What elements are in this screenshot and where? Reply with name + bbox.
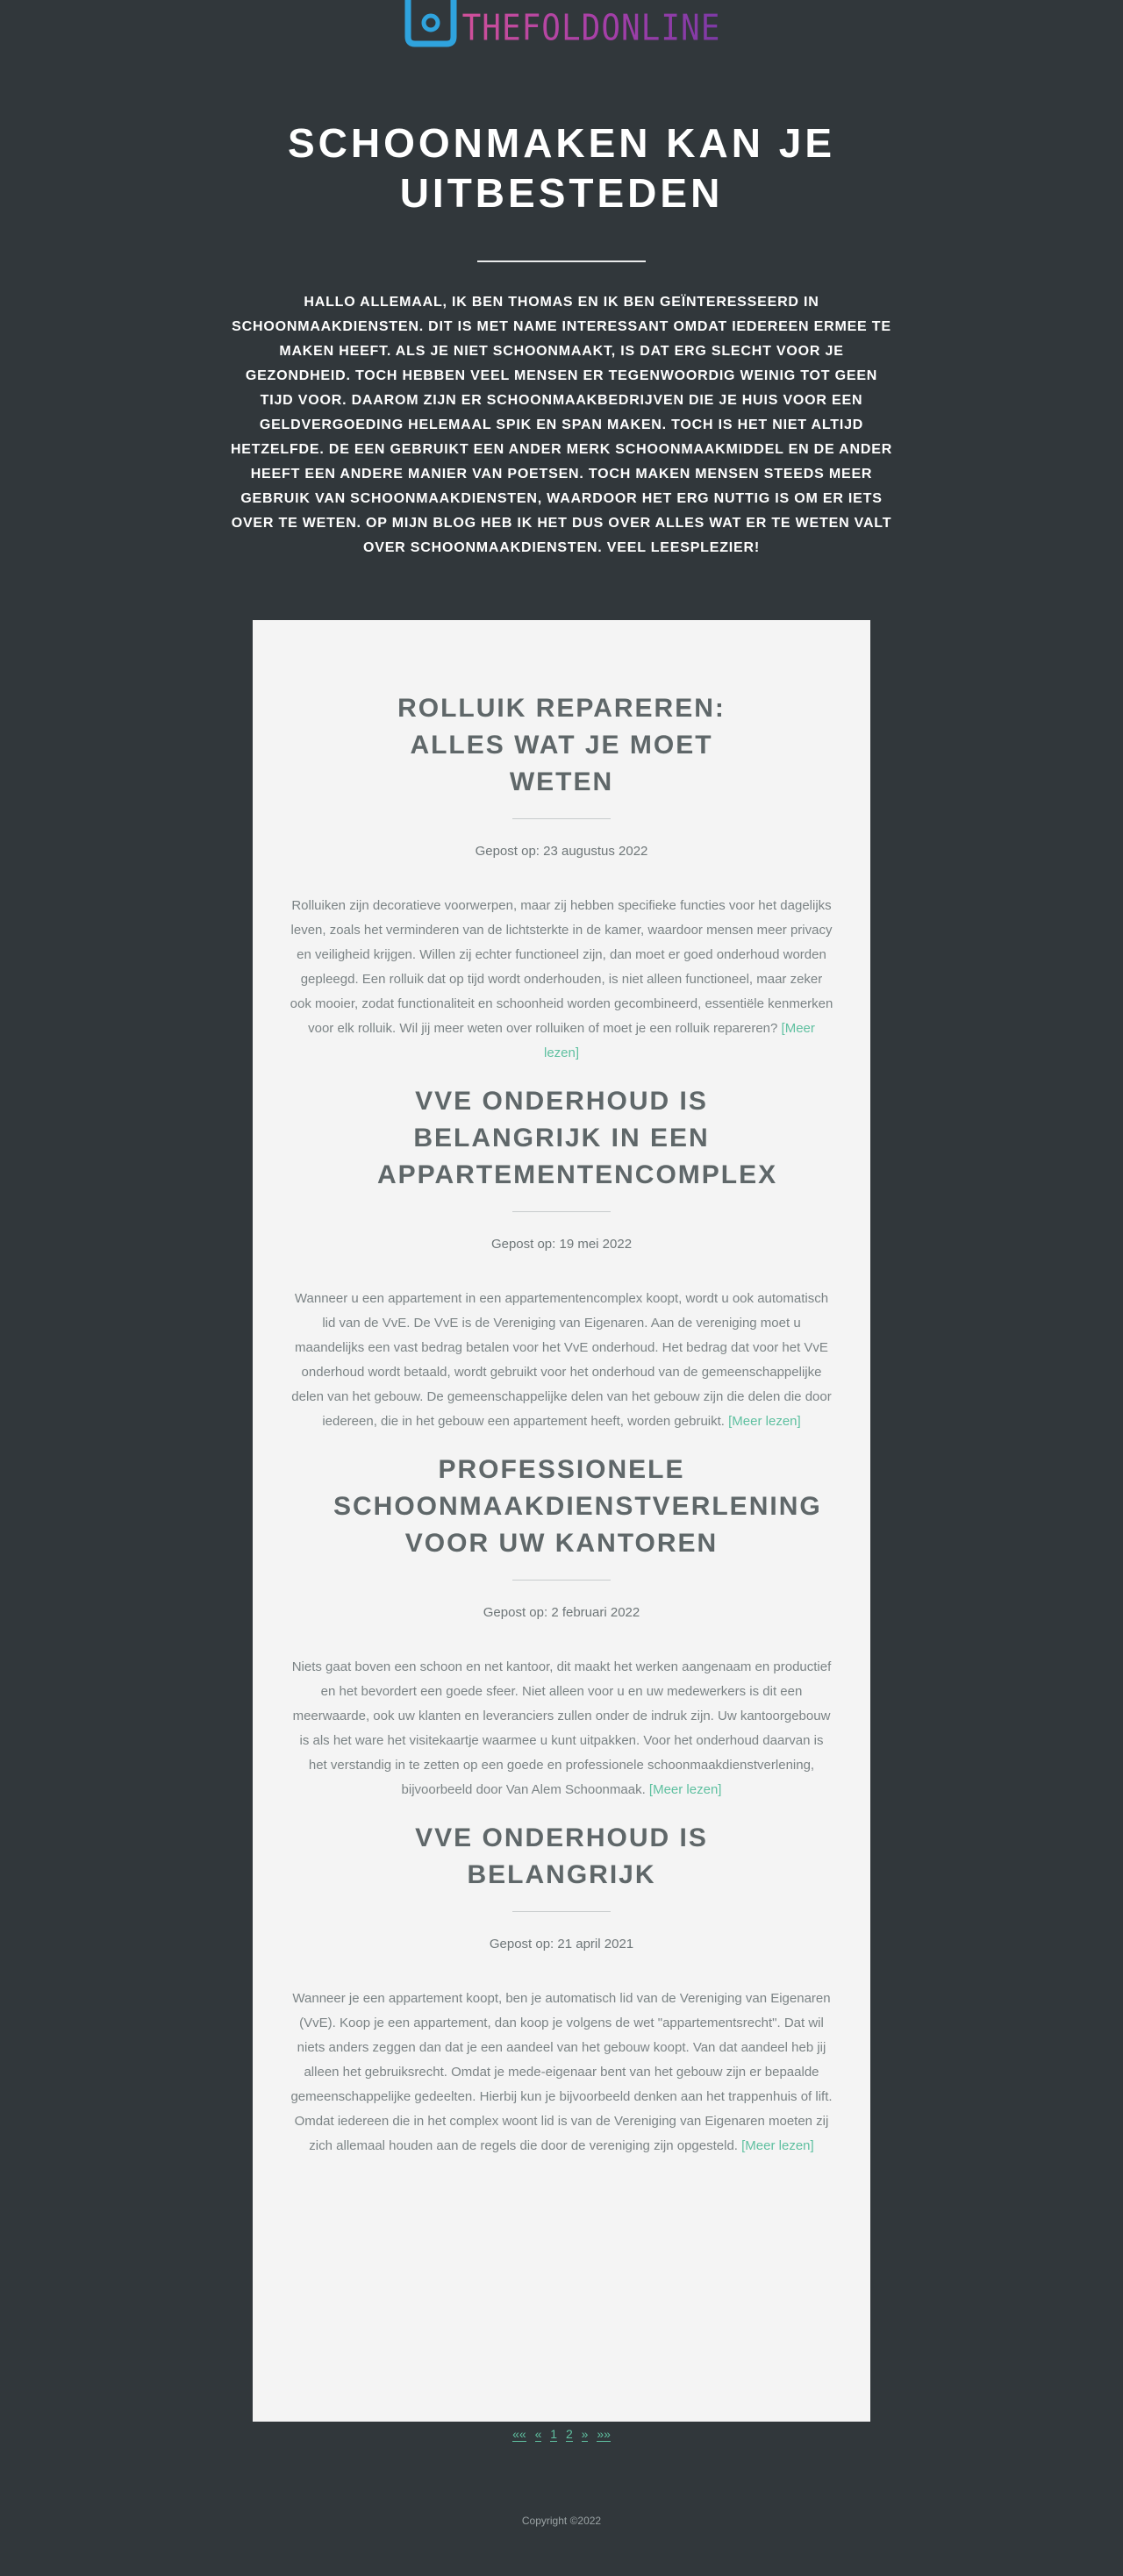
post-item xyxy=(288,1083,835,1434)
post-title[interactable]: PROFESSIONELE SCHOONMAAKDIENSTVERLENING VOOR UW KANTOREN xyxy=(333,1455,822,1558)
post-title[interactable]: VVE ONDERHOUD IS BELANGRIJK xyxy=(415,1823,708,1889)
post-item xyxy=(288,1820,835,2159)
post-excerpt xyxy=(290,1987,833,2159)
title-divider xyxy=(477,260,646,262)
intro-text: HALLO ALLEMAAL, IK BEN THOMAS EN IK BEN GEÏNTERESSEERD IN SCHOONMAAKDIENSTEN. DIT IS MET NAME INTERESSANT OMDAT IEDEREEN ERMEE TE MAKEN HEEFT. ALS JE NIET SCHOONMAAKT, IS DAT ERG SLECHT VOOR JE GEZONDHEID. TOCH HEBBEN VEEL MENSEN ER TEGENWOORDIG WEINIG TOT GEEN TIJD VOOR. DAAROM ZIJN ER SCHOONMAAKBEDRIJVEN DIE JE HUIS VOOR EEN GELDVERGOEDING HELEMAAL SPIK EN SPAN MAKEN. TOCH IS HET NIET ALTIJD HETZELFDE. DE EEN GEBRUIKT EEN ANDER MERK SCHOONMAAKMIDDEL EN DE ANDER HEEFT EEN ANDERE MANIER VAN POETSEN. TOCH MAKEN MENSEN STEEDS MEER GEBRUIK VAN SCHOONMAAKDIENSTEN, WAARDOOR HET ERG NUTTIG IS OM ER IETS OVER TE WETEN. OP MIJN BLOG HEB IK HET DUS OVER ALLES WAT ER TE WETEN VALT OVER SCHOONMAAKDIENSTEN. VEEL LEESPLEZIER! xyxy=(230,295,893,555)
read-more-link[interactable]: [Meer lezen] xyxy=(648,1782,722,1797)
prev-page-link[interactable]: « xyxy=(534,2427,542,2441)
post-divider xyxy=(512,818,611,819)
hero-section xyxy=(0,61,1123,560)
post-date: Gepost op: 2 februari 2022 xyxy=(483,1605,640,1620)
post-date: Gepost op: 19 mei 2022 xyxy=(490,1237,633,1252)
posts-panel xyxy=(253,620,870,2422)
post-excerpt-text: Niets gaat boven een schoon en net kantoor, dit maakt het werken aangenaam en productief en het bevordert een goede sfeer. Niet alleen voor u en uw medewerkers is dit een meerwaarde, ook uw klanten en leveranciers zullen onder de indruk zijn. Uw kantoorgebouw is als het ware het visitekaartje waarmee u kunt uitpakken. Voor het onderhoud daarvan is het verstandig in te zetten op een goede en professionele schoonmaakdienstverlening, bijvoorbeeld door Van Alem Schoonmaak. xyxy=(291,1659,832,1797)
read-more-link[interactable]: [Meer lezen] xyxy=(728,1414,801,1429)
post-date: Gepost op: 21 april 2021 xyxy=(489,1937,634,1952)
page-2-link[interactable]: 2 xyxy=(565,2427,573,2441)
post-excerpt xyxy=(290,1655,833,1802)
read-more-link[interactable]: [Meer lezen] xyxy=(741,2138,814,2153)
copyright-text: Copyright ©2022 xyxy=(521,2515,602,2527)
site-logo[interactable] xyxy=(0,0,1123,61)
last-page-link[interactable]: »» xyxy=(597,2427,611,2441)
post-excerpt xyxy=(290,1287,833,1434)
next-page-link[interactable]: » xyxy=(581,2427,589,2441)
post-item xyxy=(288,1452,835,1802)
post-item xyxy=(288,690,835,1066)
logo-text: THEFOLDONLINE xyxy=(461,7,721,50)
post-excerpt-text: Wanneer je een appartement koopt, ben je automatisch lid van de Vereniging van Eigenaren (VvE). Koop je een appartement, dan koop je volgens de wet "appartementsrecht". Dat wil niets anders zeggen dan dat je een aandeel van het gebouw koopt. Van dat aandeel heb jij alleen het gebruiksrecht. Omdat je mede-eigenaar bent van het gebouw zijn er bepaalde gemeenschappelijke gedeelten. Hierbij kun je bijvoorbeeld denken aan het trappenhuis of lift. Omdat iedereen die in het complex woont lid is van de Vereniging van Eigenaren moeten zij zich allemaal houden aan de regels die door de vereniging zijn opgesteld. xyxy=(290,1991,833,2153)
page-1-link[interactable]: 1 xyxy=(550,2427,558,2441)
post-divider xyxy=(512,1211,611,1212)
post-divider xyxy=(512,1580,611,1581)
post-title[interactable]: VVE ONDERHOUD IS BELANGRIJK IN EEN APPARTEMENTENCOMPLEX xyxy=(377,1087,778,1189)
site-header xyxy=(0,0,1123,560)
tshirt-logo-icon xyxy=(403,0,459,54)
post-divider xyxy=(512,1911,611,1912)
post-excerpt-text: Wanneer u een appartement in een appartementencomplex koopt, wordt u ook automatisch lid van de VvE. De VvE is de Vereniging van Eigenaren. Aan de vereniging moet u maandelijks een vast bedrag betalen voor het VvE onderhoud. Het bedrag dat voor het VvE onderhoud wordt betaald, wordt gebruikt voor het onderhoud van de gemeenschappelijke delen van het gebouw. De gemeenschappelijke delen van het gebouw zijn die delen die door iedereen, die in het gebouw een appartement heeft, worden gebruikt. xyxy=(291,1291,832,1429)
post-date: Gepost op: 23 augustus 2022 xyxy=(475,844,648,859)
page-title: SCHOONMAKEN KAN JE UITBESTEDEN xyxy=(287,120,836,216)
post-excerpt-text: Rolluiken zijn decoratieve voorwerpen, maar zij hebben specifieke functies voor het dagelijks leven, zoals het verminderen van de lichtsterkte in de kamer, waardoor mensen meer privacy en veiligheid krijgen. Willen zij echter functioneel zijn, dan moet er goed onderhoud worden gepleegd. Een rolluik dat op tijd wordt onderhouden, is niet alleen functioneel, maar zeker ook mooier, zodat functionaliteit en schoonheid worden gecombineerd, essentiële kenmerken voor elk rolluik. Wil jij meer weten over rolluiken of moet je een rolluik repareren? xyxy=(290,898,833,1036)
read-more-link[interactable]: [Meer lezen] xyxy=(543,1021,815,1060)
post-excerpt xyxy=(290,894,833,1066)
post-title[interactable]: ROLLUIK REPAREREN: ALLES WAT JE MOET WETEN xyxy=(397,694,726,796)
pagination xyxy=(0,2427,1123,2441)
first-page-link[interactable]: «« xyxy=(512,2427,526,2441)
